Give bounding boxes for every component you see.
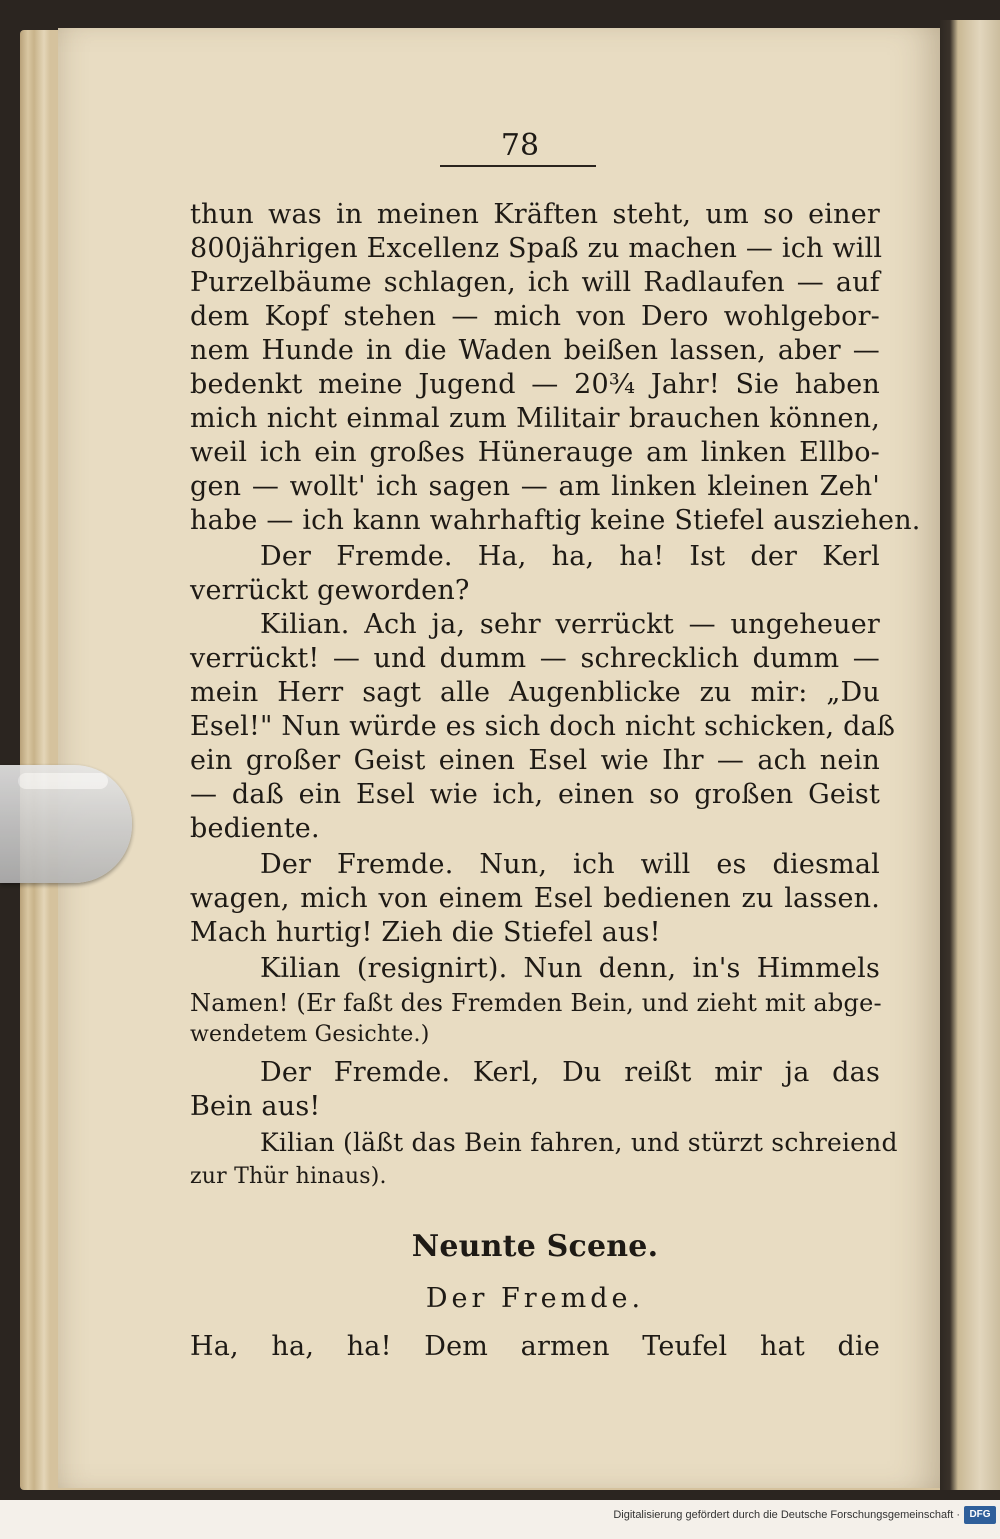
page-number: 78 xyxy=(500,128,540,163)
text-line: verrückt geworden? xyxy=(190,575,470,606)
text-line: gen — wollt' ich sagen — am linken kleinen Zeh' xyxy=(190,471,880,502)
text-line: habe — ich kann wahrhaftig keine Stiefel ausziehen. xyxy=(190,505,921,536)
text-line: bediente. xyxy=(190,813,320,844)
text-line: bedenkt meine Jugend — 20¾ Jahr! Sie haben xyxy=(190,369,880,400)
text-line: mein Herr sagt alle Augenblicke zu mir: „Du xyxy=(190,677,880,708)
text-line: — daß ein Esel wie ich, einen so großen Geist xyxy=(190,779,880,810)
text-line: 800jährigen Excellenz Spaß zu machen — ich will xyxy=(190,233,883,264)
speaker-line: Der Fremde. Nun, ich will es diesmal xyxy=(260,849,880,880)
text-line: dem Kopf stehen — mich von Dero wohlgebor- xyxy=(190,301,880,332)
stage-direction-line: Namen! (Er faßt des Fremden Bein, und zieht mit abge- xyxy=(190,989,882,1017)
speaker-line: Kilian. Ach ja, sehr verrückt — ungeheuer xyxy=(260,609,880,640)
book-spine-edge xyxy=(940,20,1000,1490)
text-line: Esel!" Nun würde es sich doch nicht schicken, daß xyxy=(190,711,896,742)
speaker-line: Der Fremde. Kerl, Du reißt mir ja das xyxy=(260,1057,880,1088)
text-line: weil ich ein großes Hüneraugе am linken Ellbo- xyxy=(190,437,880,468)
footer-bar xyxy=(0,1500,1000,1539)
footer-credit: Digitalisierung gefördert durch die Deutsche Forschungsgemeinschaft · xyxy=(613,1509,960,1521)
text-line: verrückt! — und dumm — schrecklich dumm — xyxy=(190,643,880,674)
scene-speaker: Der Fremde. xyxy=(425,1283,645,1314)
speaker-line: Kilian (resignirt). Nun denn, in's Himmels xyxy=(260,953,880,984)
clip-highlight xyxy=(18,773,108,789)
speaker-line: Kilian (läßt das Bein fahren, und stürzt schreiend xyxy=(260,1128,898,1157)
text-line: mich nicht einmal zum Militair brauchen können, xyxy=(190,403,880,434)
dfg-logo-icon: DFG xyxy=(964,1506,996,1524)
speaker-line: Der Fremde. Ha, ha, ha! Ist der Kerl xyxy=(260,541,880,572)
text-line: Purzelbäume schlagen, ich will Radlaufen — auf xyxy=(190,267,880,298)
page-clip xyxy=(0,765,132,883)
text-line: Mach hurtig! Zieh die Stiefel aus! xyxy=(190,917,661,948)
text-line: wagen, mich von einem Esel bedienen zu lassen. xyxy=(190,883,880,914)
page-number-rule xyxy=(440,165,596,167)
text-line: Ha, ha, ha! Dem armen Teufel hat die xyxy=(190,1331,880,1362)
stage-direction-line: wendetem Gesichte.) xyxy=(190,1022,430,1047)
text-line: thun was in meinen Kräften steht, um so einer xyxy=(190,199,880,230)
stage-direction-line: zur Thür hinaus). xyxy=(190,1164,387,1189)
text-line: Bein aus! xyxy=(190,1091,321,1122)
text-line: nem Hunde in die Waden beißen lassen, aber — xyxy=(190,335,880,366)
scene-heading: Neunte Scene. xyxy=(411,1229,659,1264)
text-line: ein großer Geist einen Esel wie Ihr — ach nein xyxy=(190,745,880,776)
